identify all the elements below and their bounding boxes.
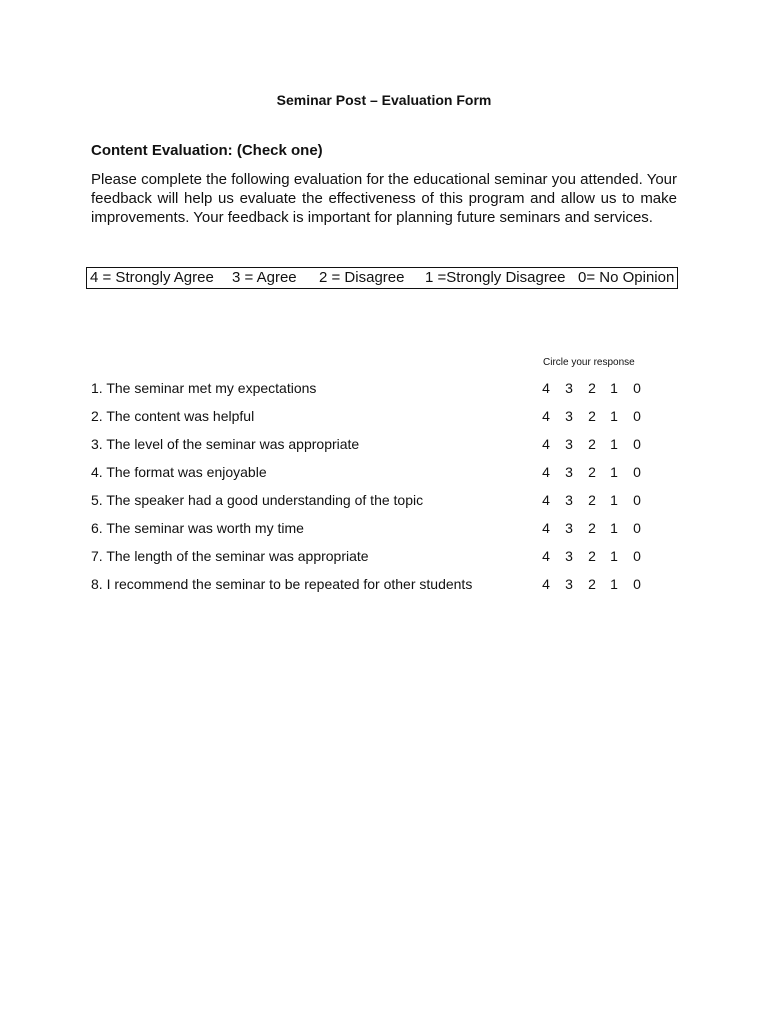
response-option-0[interactable]: 0 <box>633 548 641 564</box>
question-row <box>91 576 671 604</box>
response-option-4[interactable]: 4 <box>542 492 550 508</box>
response-option-3[interactable]: 3 <box>565 408 573 424</box>
response-option-0[interactable]: 0 <box>633 380 641 396</box>
questions-list <box>91 380 671 604</box>
response-option-2[interactable]: 2 <box>588 408 596 424</box>
response-option-3[interactable]: 3 <box>565 436 573 452</box>
response-option-4[interactable]: 4 <box>542 380 550 396</box>
circle-response-note: Circle your response <box>543 357 635 368</box>
scale-strongly-disagree: 1 =Strongly Disagree <box>425 269 566 286</box>
response-option-1[interactable]: 1 <box>610 520 618 536</box>
scale-no-opinion: 0= No Opinion <box>578 269 675 286</box>
response-option-1[interactable]: 1 <box>610 408 618 424</box>
response-option-4[interactable]: 4 <box>542 576 550 592</box>
scale-agree: 3 = Agree <box>232 269 297 286</box>
question-text: 7. The length of the seminar was appropriate <box>91 548 369 564</box>
response-option-0[interactable]: 0 <box>633 576 641 592</box>
response-option-0[interactable]: 0 <box>633 436 641 452</box>
response-option-1[interactable]: 1 <box>610 576 618 592</box>
response-option-0[interactable]: 0 <box>633 520 641 536</box>
question-row <box>91 408 671 436</box>
response-option-0[interactable]: 0 <box>633 492 641 508</box>
question-text: 3. The level of the seminar was appropriate <box>91 436 360 452</box>
response-option-1[interactable]: 1 <box>610 492 618 508</box>
question-text: 5. The speaker had a good understanding of the topic <box>91 492 424 508</box>
response-option-3[interactable]: 3 <box>565 548 573 564</box>
response-option-4[interactable]: 4 <box>542 436 550 452</box>
question-row <box>91 464 671 492</box>
response-option-2[interactable]: 2 <box>588 548 596 564</box>
response-option-3[interactable]: 3 <box>565 520 573 536</box>
response-option-3[interactable]: 3 <box>565 576 573 592</box>
question-text: 8. I recommend the seminar to be repeated for other students <box>91 576 473 592</box>
question-row <box>91 436 671 464</box>
response-option-2[interactable]: 2 <box>588 464 596 480</box>
response-option-1[interactable]: 1 <box>610 380 618 396</box>
response-option-3[interactable]: 3 <box>565 492 573 508</box>
response-option-3[interactable]: 3 <box>565 464 573 480</box>
question-row <box>91 492 671 520</box>
question-row <box>91 520 671 548</box>
response-option-4[interactable]: 4 <box>542 464 550 480</box>
response-option-0[interactable]: 0 <box>633 464 641 480</box>
response-option-1[interactable]: 1 <box>610 436 618 452</box>
response-option-0[interactable]: 0 <box>633 408 641 424</box>
response-option-4[interactable]: 4 <box>542 548 550 564</box>
response-option-2[interactable]: 2 <box>588 520 596 536</box>
question-text: 4. The format was enjoyable <box>91 464 267 480</box>
rating-scale-legend <box>86 267 678 289</box>
response-option-2[interactable]: 2 <box>588 380 596 396</box>
question-text: 6. The seminar was worth my time <box>91 520 304 536</box>
question-text: 1. The seminar met my expectations <box>91 380 317 396</box>
response-option-3[interactable]: 3 <box>565 380 573 396</box>
form-title: Seminar Post – Evaluation Form <box>276 92 492 108</box>
section-heading: Content Evaluation: (Check one) <box>91 142 323 159</box>
response-option-2[interactable]: 2 <box>588 436 596 452</box>
scale-strongly-agree: 4 = Strongly Agree <box>90 269 214 286</box>
response-option-2[interactable]: 2 <box>588 492 596 508</box>
response-option-2[interactable]: 2 <box>588 576 596 592</box>
response-option-4[interactable]: 4 <box>542 408 550 424</box>
intro-paragraph: Please complete the following evaluation for the educational seminar you attended. Your feedback will help us evaluate the effectiveness of this program and allow us to make improvements. Your feedback is important for planning future seminars and services. <box>91 171 677 226</box>
scale-disagree: 2 = Disagree <box>319 269 405 286</box>
question-row <box>91 548 671 576</box>
response-option-1[interactable]: 1 <box>610 464 618 480</box>
response-option-4[interactable]: 4 <box>542 520 550 536</box>
question-text: 2. The content was helpful <box>91 408 255 424</box>
response-option-1[interactable]: 1 <box>610 548 618 564</box>
question-row <box>91 380 671 408</box>
